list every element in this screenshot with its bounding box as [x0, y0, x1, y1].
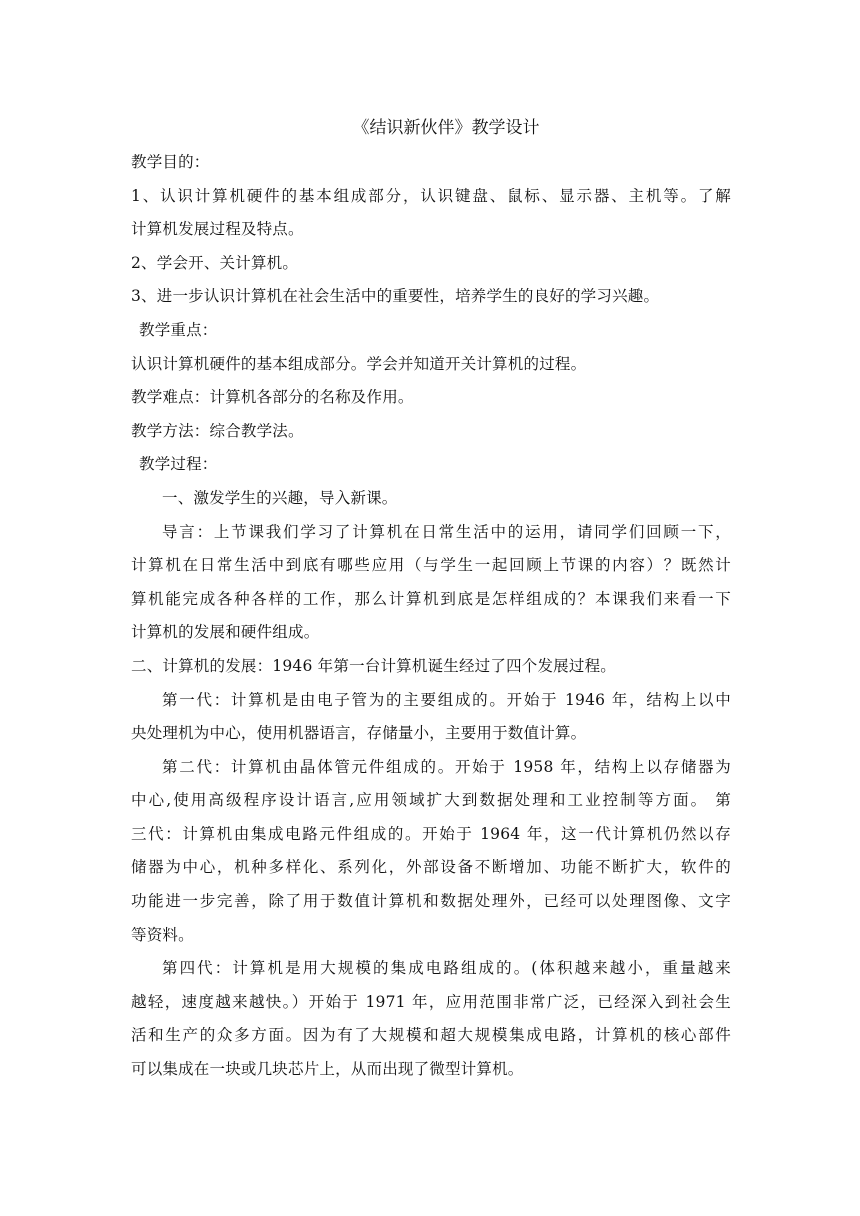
text-line: 1、认识计算机硬件的基本组成部分，认识键盘、鼠标、显示器、主机等。了解: [131, 186, 731, 205]
text-line: 计算机在日常生活中到底有哪些应用（与学生一起回顾上节课的内容）？既然计: [131, 556, 731, 575]
text-line: 三代：计算机由集成电路元件组成的。开始于 1964 年，这一代计算机仍然以存: [131, 824, 731, 843]
text-line: 教学目的：: [131, 153, 210, 171]
text-line: 第一代：计算机是由电子管为的主要组成的。开始于 1946 年，结构上以中: [162, 690, 731, 709]
text-line: 储器为中心，机种多样化、系列化，外部设备不断增加、功能不断扩大，软件的: [131, 858, 731, 877]
document-title: 《结识新伙伴》教学设计: [352, 118, 540, 138]
text-line: 可以集成在一块或几块芯片上，从而出现了微型计算机。: [131, 1060, 524, 1079]
text-line: 教学过程：: [139, 455, 218, 474]
document-page: [131, 112, 731, 1087]
text-line: 中心,使用高级程序设计语言,应用领域扩大到数据处理和工业控制等方面。 第: [131, 791, 731, 810]
text-line: 2、学会开、关计算机。: [131, 253, 299, 272]
text-line: 教学方法：综合教学法。: [131, 421, 304, 440]
text-line: 活和生产的众多方面。因为有了大规模和超大规模集成电路，计算机的核心部件: [131, 1026, 731, 1045]
text-line: 越轻，速度越来越快。）开始于 1971 年，应用范围非常广泛，已经深入到社会生: [131, 992, 731, 1011]
text-line: 等资料。: [131, 925, 194, 944]
text-line: 第二代：计算机由晶体管元件组成的。开始于 1958 年，结构上以存储器为: [162, 757, 731, 776]
text-line: 央处理机为中心，使用机器语言，存储量小，主要用于数值计算。: [131, 724, 587, 743]
text-line: 3、进一步认识计算机在社会生活中的重要性，培养学生的良好的学习兴趣。: [131, 287, 660, 306]
text-line: 计算机发展过程及特点。: [131, 220, 304, 239]
text-line: 导言：上节课我们学习了计算机在日常生活中的运用，请同学们回顾一下，: [162, 522, 731, 541]
text-line: 功能进一步完善，除了用于数值计算机和数据处理外，已经可以处理图像、文字: [131, 892, 731, 911]
text-line: 教学重点：: [139, 320, 218, 339]
text-line: 算机能完成各种各样的工作，那么计算机到底是怎样组成的？本课我们来看一下: [131, 589, 731, 608]
text-line: 第四代：计算机是用大规模的集成电路组成的。(体积越来越小，重量越来: [162, 959, 731, 978]
document-body: [131, 146, 731, 1087]
text-line: 二、计算机的发展：1946 年第一台计算机诞生经过了四个发展过程。: [131, 656, 616, 675]
text-line: 教学难点：计算机各部分的名称及作用。: [131, 388, 414, 407]
text-line: 计算机的发展和硬件组成。: [131, 623, 320, 642]
text-line: 一、激发学生的兴趣，导入新课。: [162, 488, 398, 507]
text-line: 认识计算机硬件的基本组成部分。学会并知道开关计算机的过程。: [131, 354, 587, 373]
